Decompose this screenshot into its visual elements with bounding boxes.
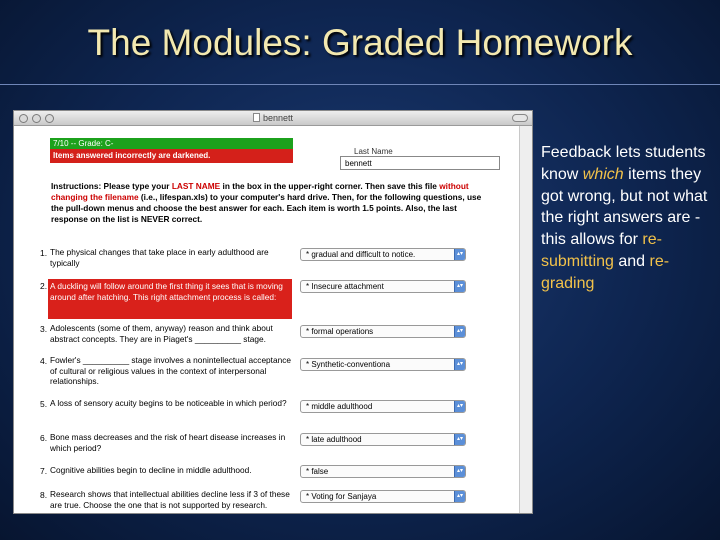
toolbar-toggle-button[interactable] xyxy=(512,114,528,122)
question-number: 6. xyxy=(40,433,48,443)
bullet-regrading: re-grading xyxy=(541,252,670,292)
instructions-p2: in the box in the upper-right corner. Then save this file xyxy=(220,181,440,191)
lastname-input[interactable]: bennett xyxy=(340,156,500,170)
question-number: 8. xyxy=(40,490,48,500)
instructions-text xyxy=(51,181,491,225)
question-text: The physical changes that take place in early adulthood are typically xyxy=(50,247,269,268)
answer-value: * false xyxy=(306,467,329,476)
question-number: 5. xyxy=(40,399,48,409)
answer-value: * middle adulthood xyxy=(306,402,373,411)
dropdown-arrow-icon: ▴▾ xyxy=(454,434,465,445)
instructions-p1: Instructions: Please type your xyxy=(51,181,172,191)
lastname-label: Last Name xyxy=(354,147,393,156)
dropdown-arrow-icon: ▴▾ xyxy=(454,466,465,477)
question-number: 3. xyxy=(40,324,48,334)
bullet-part-3: and xyxy=(613,252,650,270)
vertical-scrollbar[interactable] xyxy=(519,126,532,514)
answer-value: * Insecure attachment xyxy=(306,282,384,291)
question-number: 2. xyxy=(40,281,48,291)
bullet-which: which xyxy=(582,165,624,183)
feedback-bullet xyxy=(541,142,713,295)
dropdown-arrow-icon: ▴▾ xyxy=(454,491,465,502)
bullet-part-1: Feedback lets students know xyxy=(541,144,706,183)
answer-value: * Synthetic-conventiona xyxy=(306,360,391,369)
question-number: 7. xyxy=(40,466,48,476)
document-icon xyxy=(253,113,260,122)
answer-dropdown[interactable] xyxy=(300,325,466,338)
question-text: Adolescents (some of them, anyway) reason and think about abstract concepts. They are in Piaget's __________ stage. xyxy=(50,323,273,344)
answer-dropdown[interactable] xyxy=(300,358,466,371)
grade-banner: 7/10 -- Grade: C- xyxy=(50,138,293,149)
question-text: A duckling will follow around the first thing it sees that is moving around after hatching. This right attachment process is called: xyxy=(50,281,283,302)
answer-value: * Voting for Sanjaya xyxy=(306,492,377,501)
answer-dropdown[interactable] xyxy=(300,465,466,478)
answer-dropdown[interactable] xyxy=(300,248,466,261)
answer-dropdown[interactable] xyxy=(300,433,466,446)
dropdown-arrow-icon: ▴▾ xyxy=(454,281,465,292)
incorrect-notice: Items answered incorrectly are darkened. xyxy=(50,149,293,163)
sheet-content xyxy=(14,126,532,514)
window-title xyxy=(14,113,532,123)
bullet-resubmitting: re-submitting xyxy=(541,231,662,270)
dropdown-arrow-icon: ▴▾ xyxy=(454,326,465,337)
question-text: Fowler's __________ stage involves a nonintellectual acceptance of cultural or religious values in the context of interpersonal relationships. xyxy=(50,355,291,386)
instructions-p3: (i.e., lifespan.xls) to your computer's hard drive. Then, for the following questions, use the pull-down menus and choose the best answer for each. Each item is worth 1.5 points. Also, the last response on the list is NEVER correct. xyxy=(51,192,482,224)
spreadsheet-window xyxy=(13,110,533,514)
question-text: Cognitive abilities begin to decline in middle adulthood. xyxy=(50,465,252,475)
instructions-lastname: LAST NAME xyxy=(171,181,221,191)
question-number: 4. xyxy=(40,356,48,366)
title-divider xyxy=(0,84,720,85)
window-titlebar[interactable] xyxy=(14,111,532,126)
question-text: A loss of sensory acuity begins to be noticeable in which period? xyxy=(50,398,287,408)
answer-dropdown[interactable] xyxy=(300,400,466,413)
question-number: 1. xyxy=(40,248,48,258)
dropdown-arrow-icon: ▴▾ xyxy=(454,249,465,260)
bullet-part-2: items they got wrong, but not what the right answers are - this allows for xyxy=(541,165,708,249)
answer-value: * formal operations xyxy=(306,327,374,336)
dropdown-arrow-icon: ▴▾ xyxy=(454,401,465,412)
instructions-nochange: without changing the filename xyxy=(51,181,469,202)
window-title-text: bennett xyxy=(262,113,294,123)
answer-value: * late adulthood xyxy=(306,435,362,444)
dropdown-arrow-icon: ▴▾ xyxy=(454,359,465,370)
answer-dropdown[interactable] xyxy=(300,490,466,503)
question-text: Research shows that intellectual abilities decline less if 3 of these are true. Choose the one that is not supported by research. xyxy=(50,489,290,510)
answer-dropdown[interactable] xyxy=(300,280,466,293)
answer-value: * gradual and difficult to notice. xyxy=(306,250,416,259)
slide-title: The Modules: Graded Homework xyxy=(87,22,633,63)
question-text: Bone mass decreases and the risk of heart disease increases in which period? xyxy=(50,432,286,453)
